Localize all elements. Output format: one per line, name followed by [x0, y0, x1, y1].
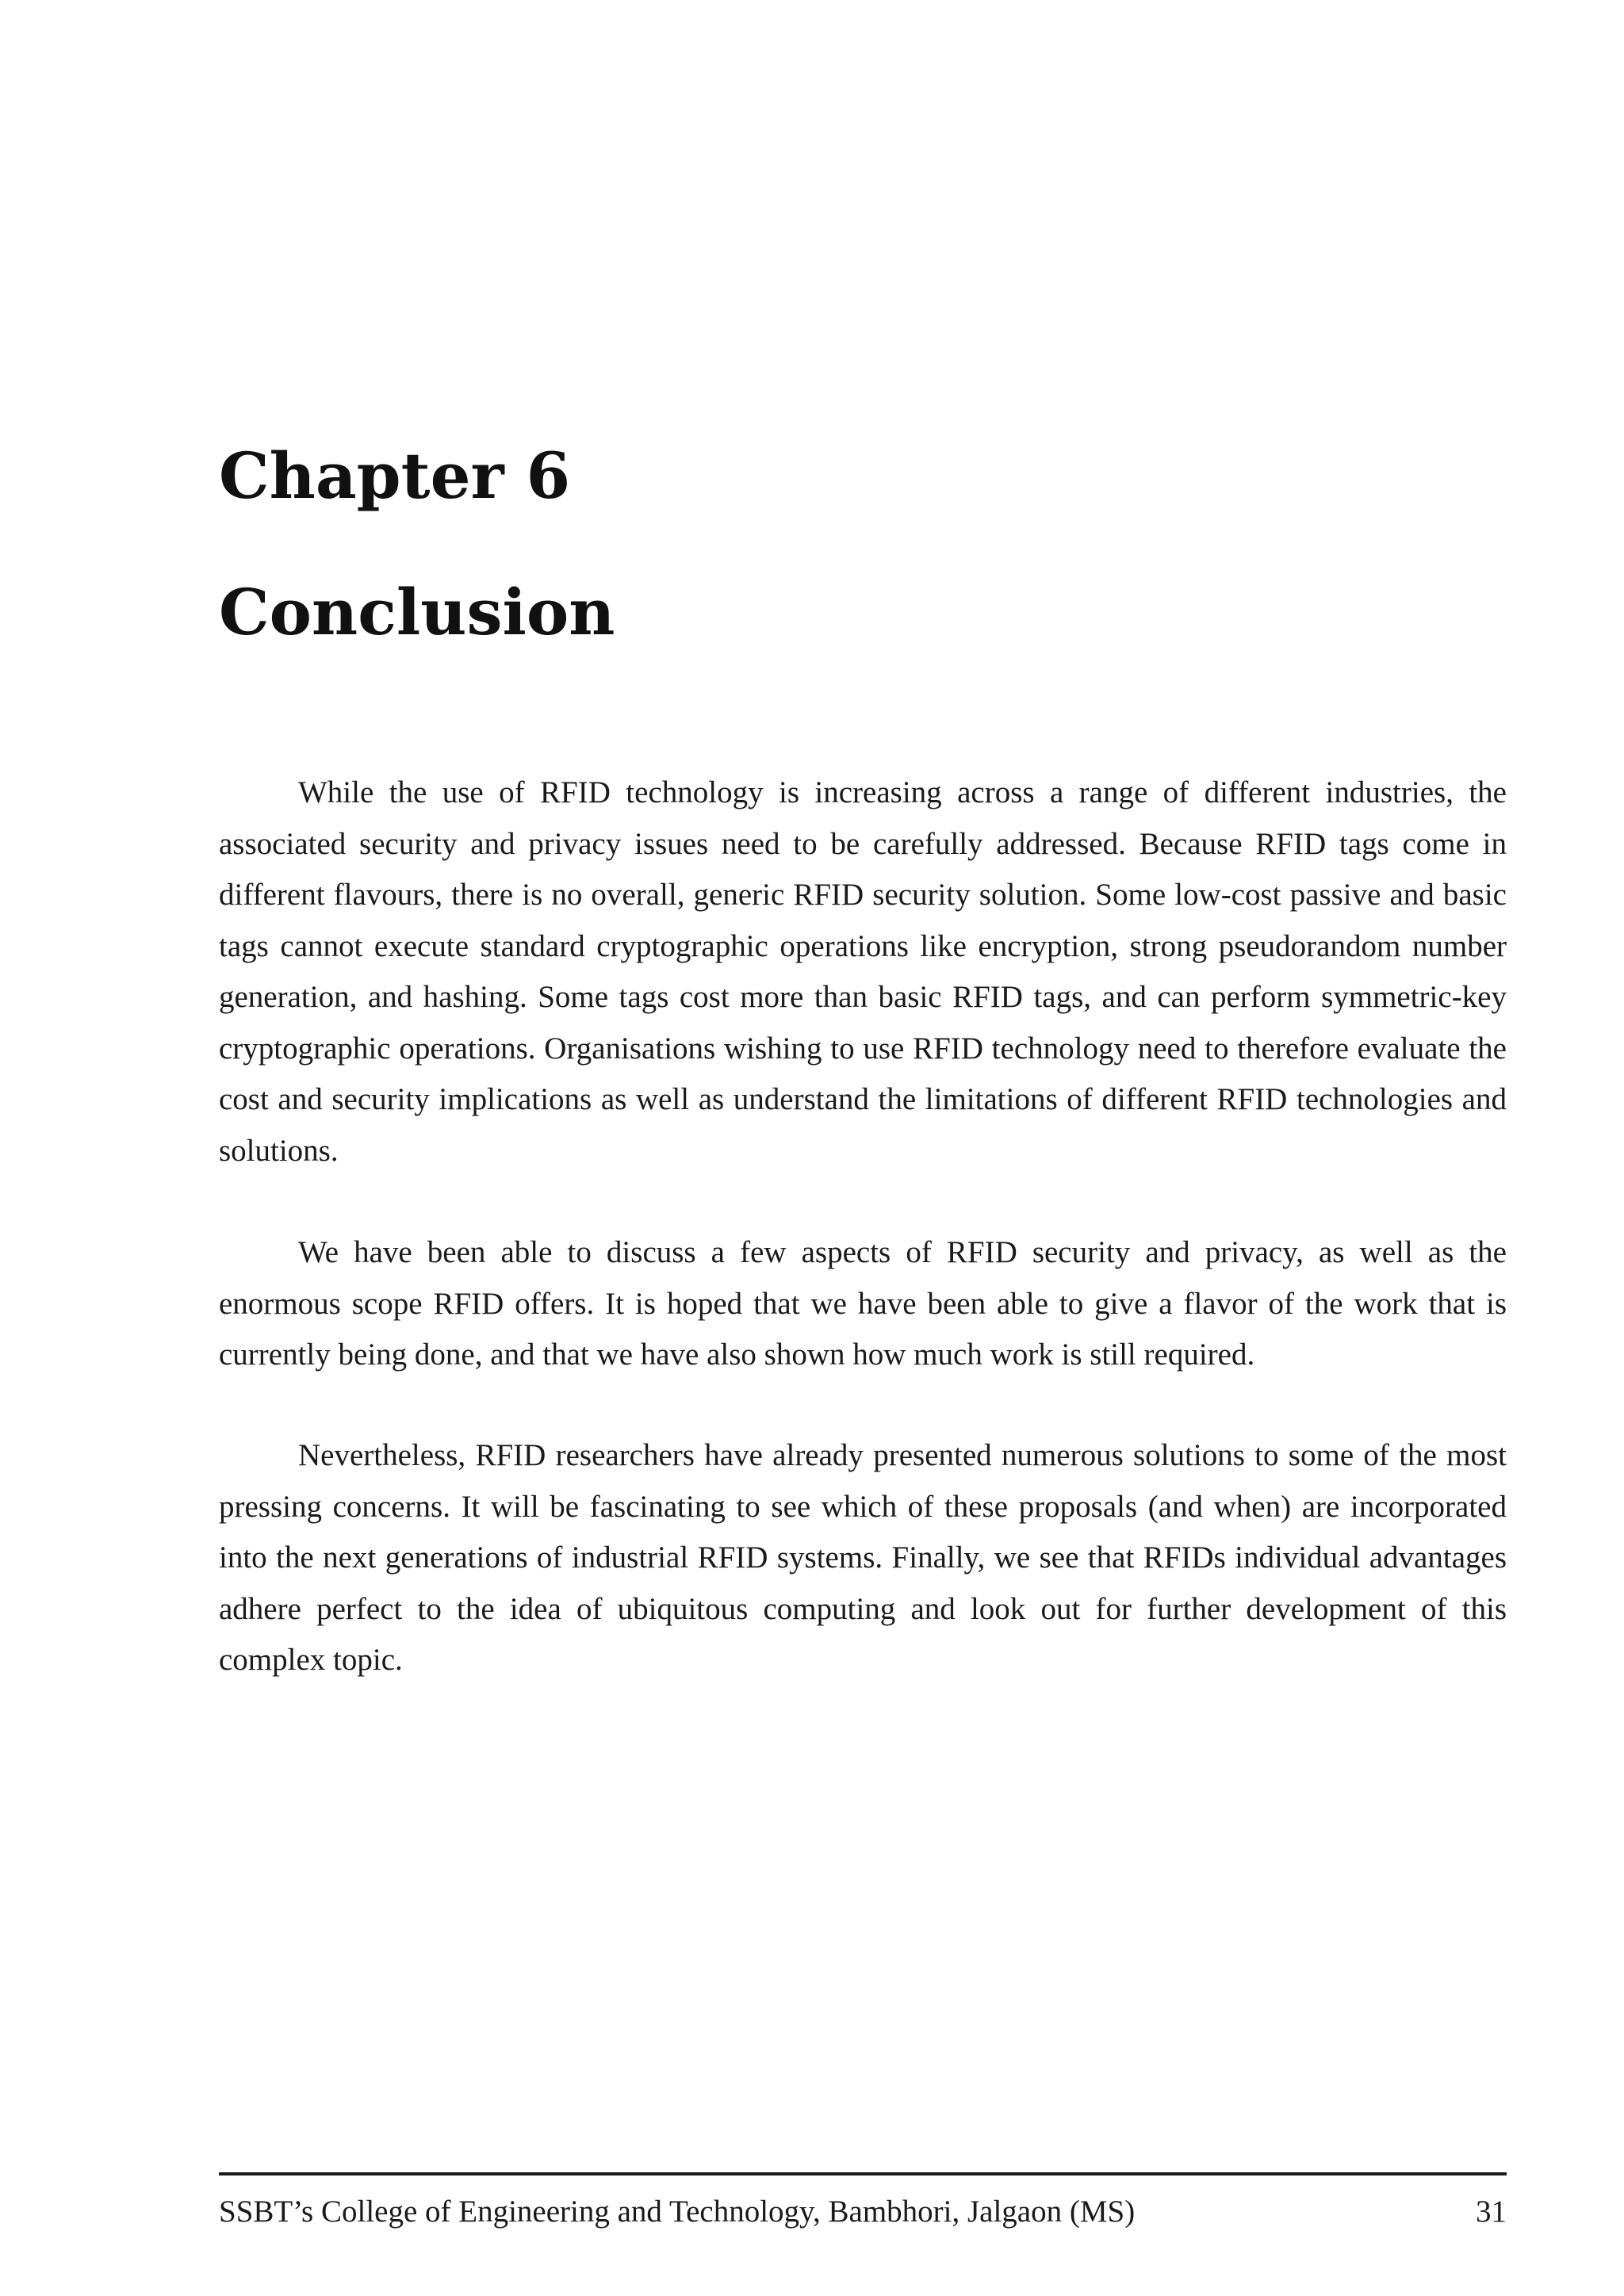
chapter-title-heading: Conclusion: [219, 575, 615, 649]
footer-divider: [219, 2172, 1507, 2175]
paragraph-future-outlook: Nevertheless, RFID researchers have already presented numerous solutions to some of the most pressing concerns. It will be fascinating to see which of these proposals (and when) are incorporated into the next generations of industrial RFID systems. Finally, we see that RFIDs individual advantages adhere perfect to the idea of ubiquitous computing and look out for further development of this complex topic.: [219, 1438, 1507, 1677]
chapter-number-heading: Chapter 6: [219, 438, 571, 513]
paragraph-discussion-scope: We have been able to discuss a few aspects of RFID security and privacy, as well as the enormous scope RFID offers. It is hoped that we have been able to give a flavor of the work that is currently being done, and that we have also shown how much work is still required.: [219, 1235, 1507, 1372]
page-number: 31: [1476, 2195, 1507, 2229]
paragraph-rfid-security-overview: While the use of RFID technology is increasing across a range of different industries, the associated security and privacy issues need to be carefully addressed. Because RFID tags come in different flavours, there is no overall, generic RFID security solution. Some low-cost passive and basic tags cannot execute standard cryptographic operations like encryption, strong pseudorandom number generation, and hashing. Some tags cost more than basic RFID tags, and can perform symmetric-key cryptographic operations. Organisations wishing to use RFID technology need to therefore evaluate the cost and security implications as well as understand the limitations of different RFID technologies and solutions.: [219, 775, 1507, 1168]
footer-institution: SSBT’s College of Engineering and Technology, Bambhori, Jalgaon (MS): [219, 2195, 1136, 2229]
